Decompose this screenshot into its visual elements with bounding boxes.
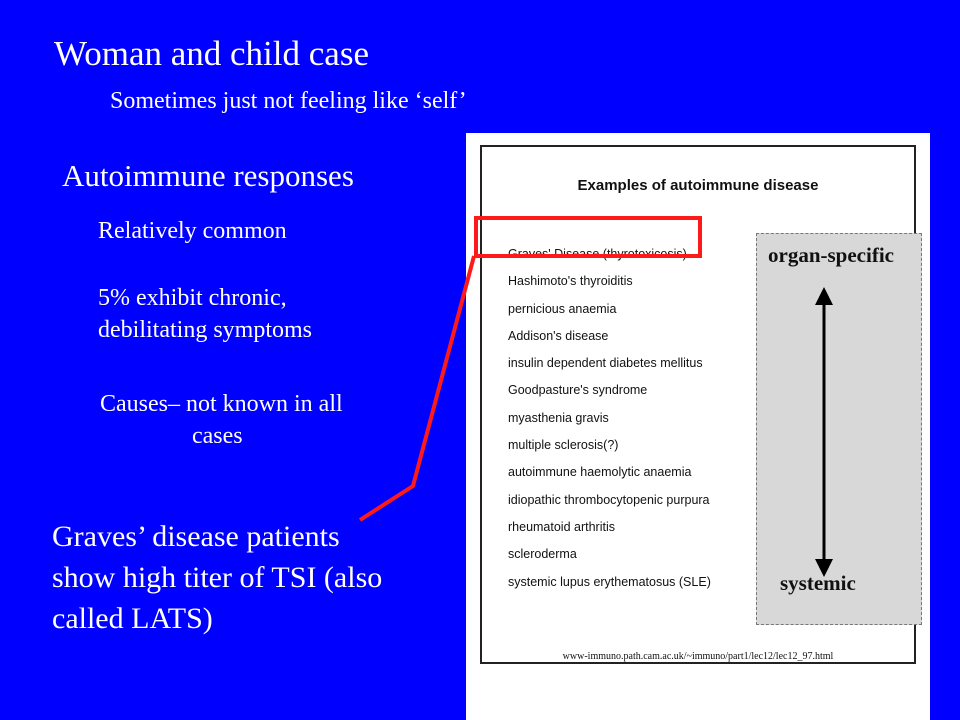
bullet-line: debilitating symptoms (98, 317, 312, 343)
source-url: www-immuno.path.cam.ac.uk/~immuno/part1/lec12/lec12_97.html (562, 651, 834, 662)
slide-subtitle: Sometimes just not feeling like ‘self’ (110, 88, 467, 114)
organ-specific-label: organ-specific (768, 243, 894, 267)
disease-item: Hashimoto's thyroiditis (508, 274, 633, 289)
section-heading: Autoimmune responses (62, 158, 354, 193)
systemic-label: systemic (780, 571, 856, 595)
disease-item: pernicious anaemia (508, 301, 617, 316)
bullet-chronic-symptoms (98, 282, 312, 346)
disease-item: autoimmune haemolytic anaemia (508, 465, 692, 480)
figure-title: Examples of autoimmune disease (577, 177, 819, 194)
spectrum-box (756, 233, 922, 625)
bullet-line: cases (192, 423, 243, 449)
disease-item: insulin dependent diabetes mellitus (508, 356, 703, 371)
graves-line: show high titer of TSI (also (52, 561, 383, 594)
bullet-causes (100, 388, 343, 452)
disease-item: rheumatoid arthritis (508, 519, 615, 534)
double-arrow-icon (810, 287, 838, 577)
disease-item: multiple sclerosis(?) (508, 438, 619, 453)
disease-item: scleroderma (508, 547, 577, 562)
bullet-line: 5% exhibit chronic, (98, 285, 287, 311)
bullet-line: Causes– not known in all (100, 391, 343, 417)
disease-item: myasthenia gravis (508, 410, 609, 425)
disease-item: Graves' Disease (thyrotoxicosis) (508, 247, 687, 261)
disease-item: Addison's disease (508, 328, 609, 343)
graves-highlight-box (474, 216, 702, 258)
disease-item: systemic lupus erythematosus (SLE) (508, 574, 711, 589)
disease-item: idiopathic thrombocytopenic purpura (508, 492, 710, 507)
slide-title: Woman and child case (54, 34, 369, 73)
disease-item: Goodpasture's syndrome (508, 383, 648, 398)
graves-line: called LATS) (52, 602, 213, 635)
disease-list (508, 247, 711, 602)
graves-line: Graves’ disease patients (52, 520, 340, 553)
bullet-relatively-common: Relatively common (98, 218, 287, 244)
graves-statement (52, 516, 382, 639)
